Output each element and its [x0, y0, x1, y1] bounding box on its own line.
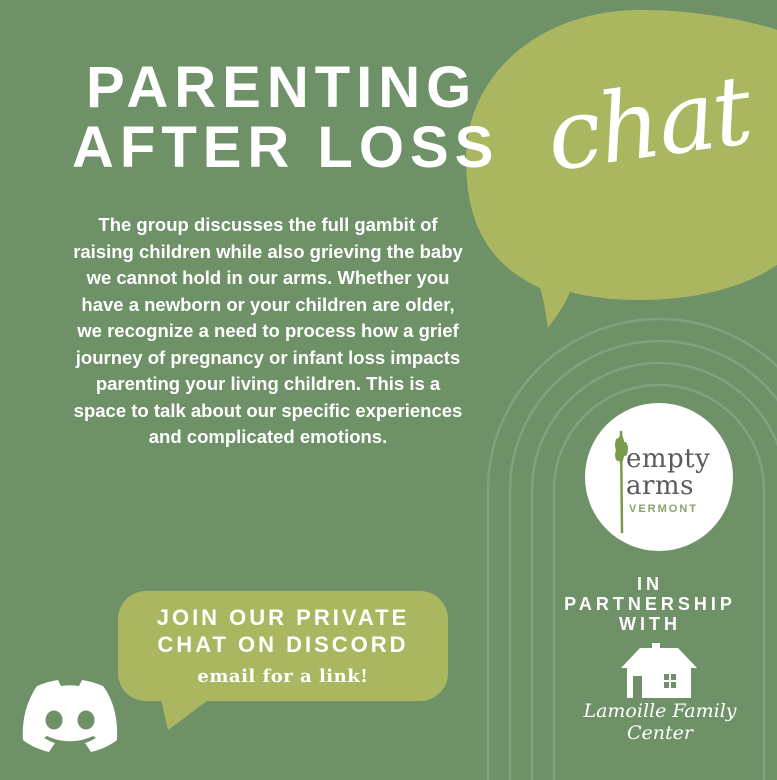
discord-icon: [22, 680, 118, 752]
lamoille-logo-line-2: Center: [627, 722, 693, 744]
partnership-line-1: IN: [637, 574, 663, 594]
title-line-1: PARENTING: [86, 55, 478, 120]
cta-line-1: JOIN OUR PRIVATE: [156, 605, 410, 630]
logo-word-arms: arms: [626, 471, 694, 501]
logo-word-empty: empty: [626, 444, 711, 474]
title-script-chat: chat: [539, 53, 757, 194]
cta-line-2: CHAT ON DISCORD: [157, 632, 409, 657]
partnership-line-3: WITH: [619, 614, 681, 634]
lamoille-logo-line-1: Lamoille Family: [583, 700, 737, 722]
logo-word-vermont: VERMONT: [629, 503, 698, 515]
description-paragraph: The group discusses the full gambit of raising children while also grieving the baby we cannot hold in our arms. Whether you have a newborn or your children are older, we recognize a need to process how a grief journey of pregnancy or infant loss impacts parenting your living children. This is a space to talk about our specific experiences and complicated emotions.: [73, 214, 463, 447]
title-line-2: AFTER LOSS: [72, 115, 500, 180]
cta-email-note: email for a link!: [197, 666, 369, 687]
partnership-line-2: PARTNERSHIP: [564, 594, 736, 614]
